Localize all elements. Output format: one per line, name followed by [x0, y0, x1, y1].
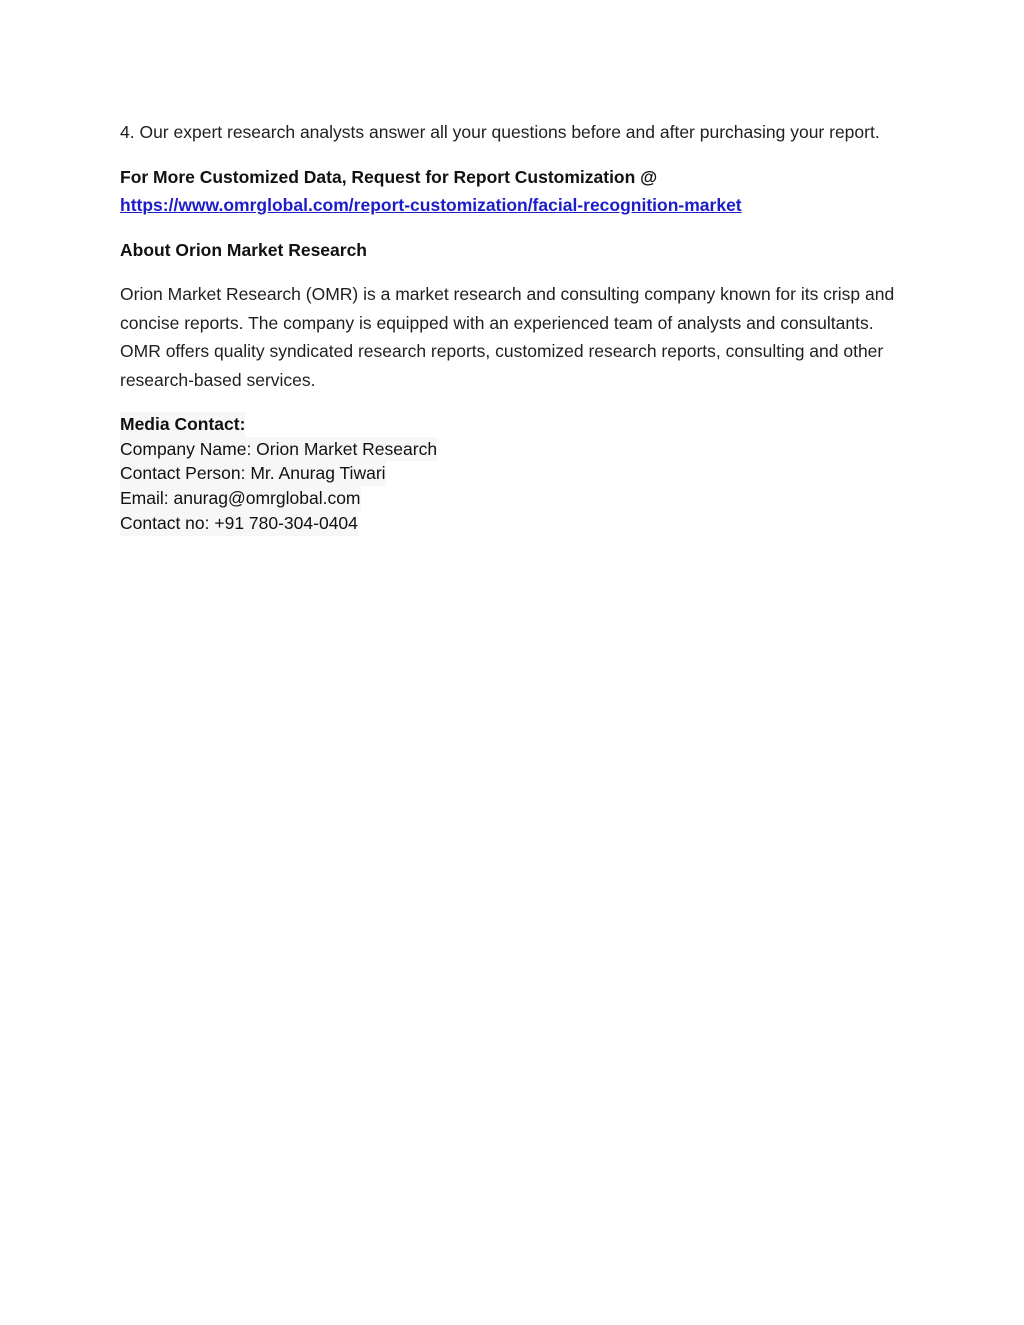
customization-heading: For More Customized Data, Request for Report Customization @: [120, 166, 658, 187]
point-4-text: 4. Our expert research analysts answer all your questions before and after purchasing your report.: [120, 122, 880, 142]
about-heading: About Orion Market Research: [120, 239, 367, 260]
media-contact-section: [120, 412, 910, 536]
contact-email: Email: anurag@omrglobal.com: [120, 486, 361, 511]
contact-phone: Contact no: +91 780-304-0404: [120, 511, 358, 536]
page-content: [120, 118, 910, 536]
contact-person: Contact Person: Mr. Anurag Tiwari: [120, 461, 386, 486]
about-body: Orion Market Research (OMR) is a market research and consulting company known for its crisp and concise reports. The company is equipped with an experienced team of analysts and consultants. OMR offers quality syndicated research reports, customized research reports, consulting and other research-based services.: [120, 284, 895, 390]
customization-link[interactable]: https://www.omrglobal.com/report-customization/facial-recognition-market: [120, 195, 742, 215]
customization-link-line: [120, 191, 910, 220]
contact-company: Company Name: Orion Market Research: [120, 437, 437, 462]
media-contact-heading: Media Contact:: [120, 412, 245, 437]
customization-section: [120, 163, 910, 220]
